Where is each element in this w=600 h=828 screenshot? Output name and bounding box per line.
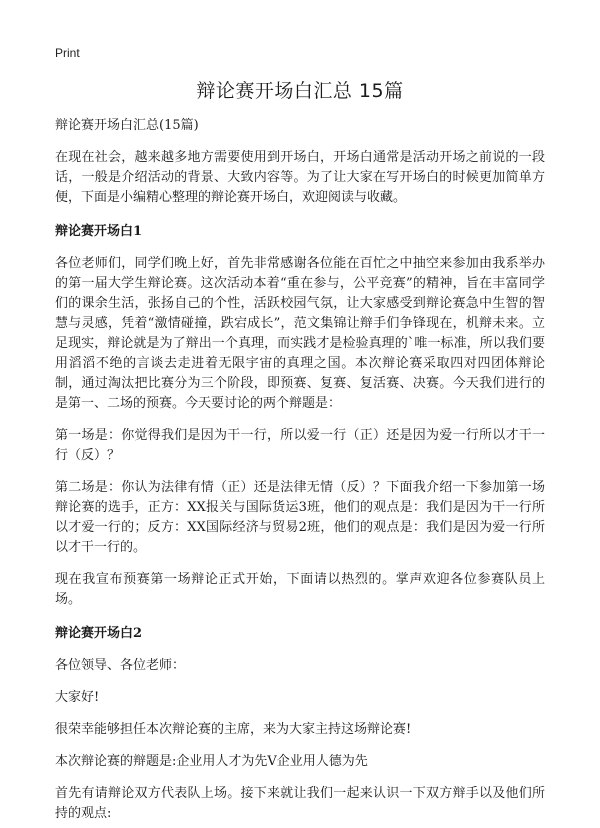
document-body	[55, 116, 545, 824]
print-link[interactable]: Print	[55, 46, 80, 60]
section2-paragraph-5: 首先有请辩论双方代表队上场。接下来就让我们一起来认识一下双方辩手以及他们所持的观点:	[55, 786, 545, 821]
section2-paragraph-4: 本次辩论赛的辩题是:企业用人才为先V企业用人德为先	[55, 754, 368, 769]
intro-paragraph: 在现在社会，越来越多地方需要使用到开场白，开场白通常是活动开场之前说的一段话，一般是介绍活动的背景、大致内容等。为了让大家在写开场白的时候更加简单方便，下面是小编精心整理的辩论赛开场白，欢迎阅读与收藏。	[55, 150, 545, 205]
section1-paragraph-3: 第二场是：你认为法律有情（正）还是法律无情（反）？下面我介绍一下参加第一场辩论赛的选手，正方：XX报关与国际货运3班，他们的观点是：我们是因为干一行所以才爱一行的；反方：XX国际经济与贸易2班，他们的观点是：我们是因为爱一行所以才干一行的。	[55, 480, 545, 555]
section2-paragraph-3: 很荣幸能够担任本次辩论赛的主席，来为大家主持这场辩论赛!	[55, 722, 412, 737]
document-title: 辩论赛开场白汇总 15篇	[196, 80, 404, 102]
section-heading-2: 辩论赛开场白2	[55, 626, 143, 641]
section2-paragraph-1: 各位领导、各位老师：	[55, 658, 186, 673]
document-subtitle: 辩论赛开场白汇总(15篇)	[55, 118, 199, 133]
section1-paragraph-4: 现在我宣布预赛第一场辩论正式开始，下面请以热烈的。掌声欢迎各位参赛队员上场。	[55, 572, 545, 607]
section-heading-1: 辩论赛开场白1	[55, 224, 143, 239]
section1-paragraph-1: 各位老师们，同学们晚上好，首先非常感谢各位能在百忙之中抽空来参加由我系举办的第一届大学生辩论赛。这次活动本着“重在参与，公平竞赛”的精神，旨在丰富同学们的课余生活，张扬自己的个性，活跃校园气氛，让大家感受到辩论赛急中生智的智慧与灵感，凭着“激情碰撞，跌宕成长”，范文集锦让辩手们争锋现在，机辩未来。立足现实，辩论就是为了辩出一个真理，而实践才是检验真理的`唯一标准，所以我们要用滔滔不绝的言谈去走进着无限宇宙的真理之国。本次辩论赛采取四对四团体辩论制，通过淘汰把比赛分为三个阶段，即预赛、复赛、复活赛、决赛。今天我们进行的是第一、二场的预赛。今天要讨论的两个辩题是：	[55, 256, 545, 411]
section1-paragraph-2: 第一场是：你觉得我们是因为干一行，所以爱一行（正）还是因为爱一行所以才干一行（反）？	[55, 428, 545, 463]
section2-paragraph-2: 大家好!	[55, 690, 100, 705]
